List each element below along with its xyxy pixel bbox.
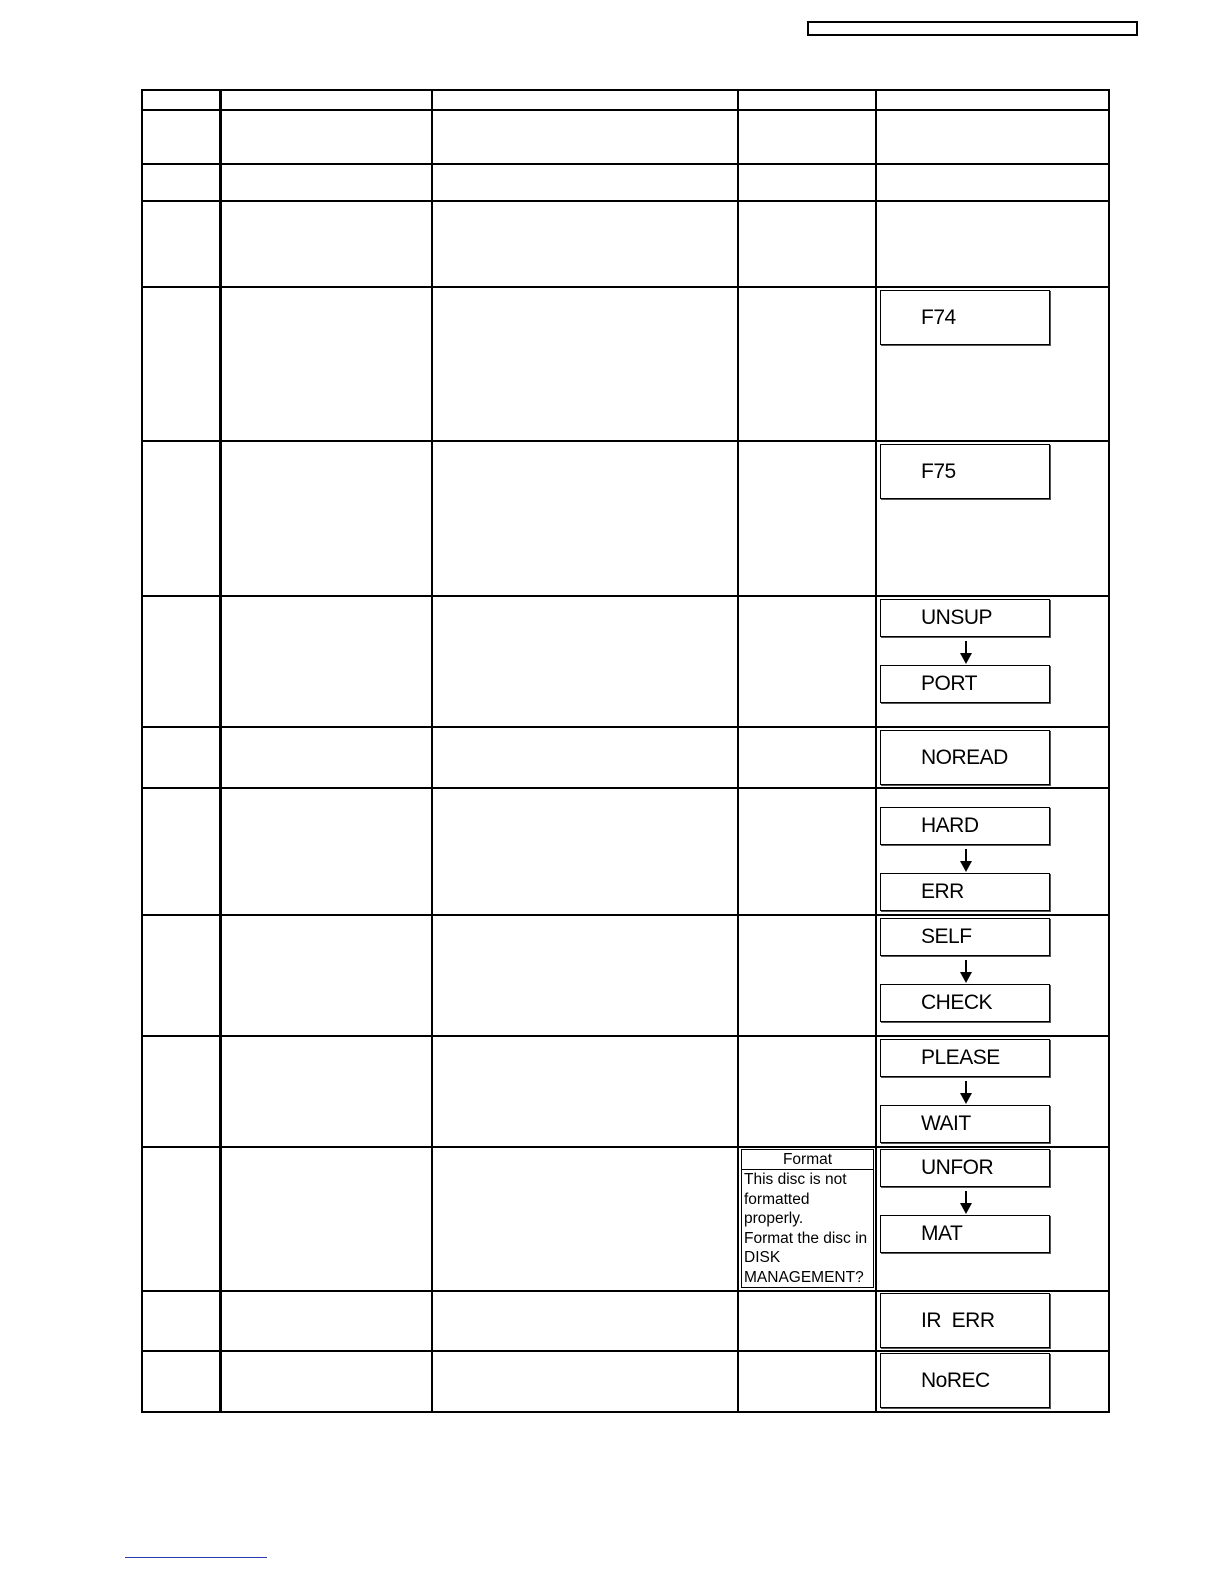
row-border [141, 1350, 1110, 1352]
row-border [141, 440, 1110, 442]
lcd-display: PLEASE [880, 1039, 1050, 1077]
header-box [807, 21, 1138, 36]
row-border [141, 200, 1110, 202]
column-border [1108, 89, 1110, 1413]
row-border [141, 1146, 1110, 1148]
row-border [141, 89, 1110, 91]
lcd-display: MAT [880, 1215, 1050, 1253]
lcd-display: ERR [880, 873, 1050, 911]
down-arrow-icon [965, 1081, 967, 1102]
lcd-display: F74 [880, 290, 1050, 345]
down-arrow-icon [965, 849, 967, 870]
row-border [141, 595, 1110, 597]
lcd-display: HARD [880, 807, 1050, 845]
row-border [141, 726, 1110, 728]
lcd-display: WAIT [880, 1105, 1050, 1143]
osd-message-box [741, 1149, 874, 1288]
lcd-display: UNSUP [880, 599, 1050, 637]
lcd-display: PORT [880, 665, 1050, 703]
row-border [141, 1290, 1110, 1292]
lcd-display: NoREC [880, 1353, 1050, 1408]
down-arrow-icon [965, 960, 967, 981]
osd-title: Format [742, 1150, 873, 1170]
footer-link[interactable] [125, 1557, 267, 1558]
row-border [141, 787, 1110, 789]
row-border [141, 163, 1110, 165]
row-border [141, 1035, 1110, 1037]
osd-body: This disc is not formatted properly. Format the disc in DISK MANAGEMENT? [744, 1171, 868, 1286]
lcd-display: UNFOR [880, 1149, 1050, 1187]
down-arrow-icon [965, 1191, 967, 1212]
lcd-display: CHECK [880, 984, 1050, 1022]
row-border [141, 109, 1110, 111]
down-arrow-icon [965, 641, 967, 662]
column-border [875, 89, 877, 1413]
row-border [141, 286, 1110, 288]
column-border [219, 89, 222, 1413]
column-border [141, 89, 143, 1413]
column-border [431, 89, 433, 1413]
lcd-display: SELF [880, 918, 1050, 956]
lcd-display: F75 [880, 444, 1050, 499]
row-border [141, 914, 1110, 916]
lcd-display: IR ERR [880, 1293, 1050, 1348]
lcd-display: NOREAD [880, 730, 1050, 785]
row-border [141, 1411, 1110, 1413]
column-border [737, 89, 739, 1413]
